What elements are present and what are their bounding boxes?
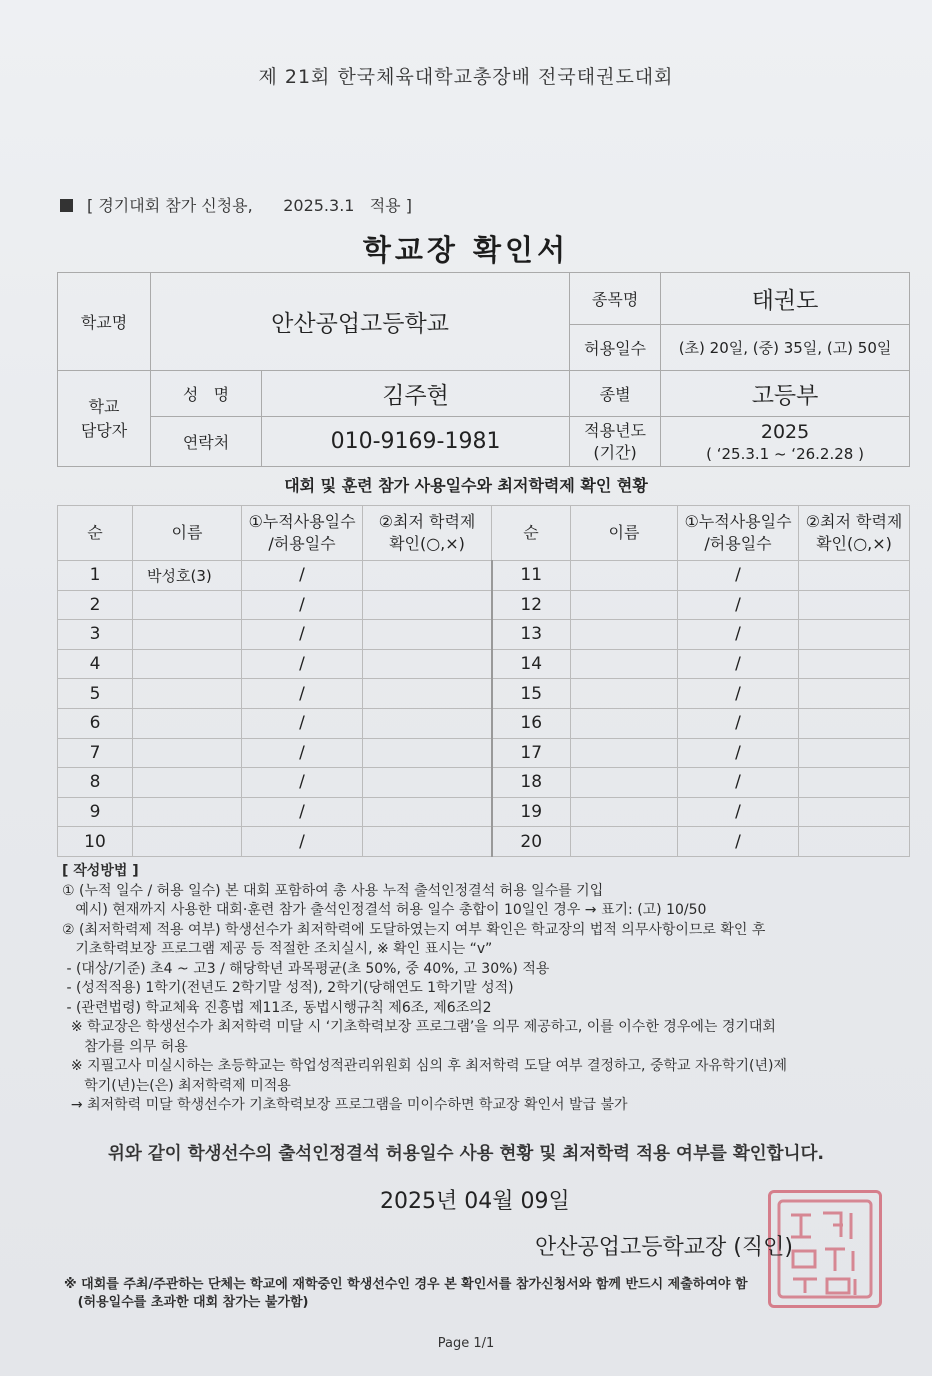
manager-label: 학교 담당자: [58, 371, 151, 467]
instruction-line: → 최저학력 미달 학생선수가 기초학력보장 프로그램을 미이수하면 학교장 확인서 발급 불가: [62, 1097, 628, 1113]
row-name: [133, 649, 242, 679]
col-no-left: 순: [58, 506, 133, 561]
row-days: /: [678, 797, 799, 827]
table-row: [58, 768, 910, 798]
row-days: /: [678, 708, 799, 738]
row-days: /: [242, 708, 363, 738]
writing-instructions: [62, 862, 912, 1116]
instruction-line: ① (누적 일수 / 허용 일수) 본 대회 포함하여 총 사용 누적 출석인정결석 허용 일수를 기입: [62, 882, 604, 899]
page-number: Page 1/1: [437, 1336, 495, 1351]
row-days: /: [678, 768, 799, 798]
issue-date: 2025년 04월 09일: [380, 1189, 570, 1214]
instruction-line: ※ 학교장은 학생선수가 최저학력 미달 시 ‘기초학력보장 프로그램’을 의무 제공하고, 이를 이수한 경우에는 경기대회: [62, 1019, 776, 1035]
row-days: /: [678, 649, 799, 679]
table-row: [58, 708, 910, 738]
document-title: 학교장 확인서: [362, 233, 570, 267]
table-row: [58, 649, 910, 679]
row-name: [571, 708, 678, 738]
instruction-line: - (관련법령) 학교체육 진흥법 제11조, 동법시행규칙 제6조, 제6조의2: [62, 999, 492, 1016]
row-name: [571, 738, 678, 768]
table-row: [58, 679, 910, 709]
year-cell: [661, 417, 910, 467]
school-name: 안산공업고등학교: [151, 273, 570, 371]
row-name: 박성호(3): [133, 561, 242, 591]
competition-title: 제 21회 한국체육대학교총장배 전국태권도대회: [258, 66, 674, 88]
table-row: [58, 620, 910, 650]
row-number: 19: [492, 797, 571, 827]
row-days: /: [242, 768, 363, 798]
row-days: /: [242, 649, 363, 679]
table-row: [58, 827, 910, 857]
row-number: 16: [492, 708, 571, 738]
instruction-line: ※ 지필고사 미실시하는 초등학교는 학업성적관리위원회 심의 후 최저학력 도달 여부 결정하고, 중학교 자유학기(년)제: [62, 1058, 788, 1074]
row-check: [363, 797, 492, 827]
usage-note: [60, 193, 412, 216]
row-name: [571, 768, 678, 798]
row-check: [799, 590, 910, 620]
info-table: [57, 272, 910, 467]
row-number: 9: [58, 797, 133, 827]
row-name: [133, 797, 242, 827]
instruction-line: 참가를 의무 허용: [62, 1038, 188, 1055]
row-days: /: [678, 590, 799, 620]
instructions-heading: [ 작성방법 ]: [62, 863, 139, 879]
row-check: [363, 679, 492, 709]
usage-note-text: [ 경기대회 참가 신청용, 2025.3.1 적용 ]: [87, 196, 412, 215]
col-days-left: ①누적사용일수 /허용일수: [242, 506, 363, 561]
row-number: 7: [58, 738, 133, 768]
row-name: [133, 620, 242, 650]
row-number: 15: [492, 679, 571, 709]
row-check: [799, 797, 910, 827]
row-number: 3: [58, 620, 133, 650]
row-name: [133, 590, 242, 620]
row-name: [571, 679, 678, 709]
row-number: 14: [492, 649, 571, 679]
row-check: [799, 561, 910, 591]
table-title: 대회 및 훈련 참가 사용일수와 최저학력제 확인 현황: [284, 476, 648, 495]
event-name: 태권도: [661, 273, 910, 325]
row-number: 6: [58, 708, 133, 738]
table-row: [58, 590, 910, 620]
col-check-right: ②최저 학력제 확인(○,×): [799, 506, 910, 561]
row-number: 17: [492, 738, 571, 768]
col-no-right: 순: [492, 506, 571, 561]
col-name-left: 이름: [133, 506, 242, 561]
confirm-statement: 위와 같이 학생선수의 출석인정결석 허용일수 사용 현황 및 최저학력 적용 여부를 확인합니다.: [107, 1144, 825, 1164]
row-days: /: [678, 738, 799, 768]
row-number: 4: [58, 649, 133, 679]
row-name: [133, 827, 242, 857]
row-number: 12: [492, 590, 571, 620]
row-days: /: [242, 679, 363, 709]
footnote-line: (허용일수를 초과한 대회 참가는 불가함): [64, 1295, 309, 1310]
row-name: [571, 797, 678, 827]
row-check: [799, 679, 910, 709]
row-check: [363, 827, 492, 857]
row-check: [799, 768, 910, 798]
row-days: /: [678, 620, 799, 650]
row-number: 8: [58, 768, 133, 798]
row-number: 13: [492, 620, 571, 650]
row-check: [799, 620, 910, 650]
row-check: [363, 738, 492, 768]
row-days: /: [678, 679, 799, 709]
row-check: [799, 738, 910, 768]
instruction-line: - (대상/기준) 초4 ~ 고3 / 해당학년 과목평균(초 50%, 중 40%, 고 30%) 적용: [62, 960, 550, 977]
row-name: [571, 649, 678, 679]
footnote-line: ※ 대회를 주최/주관하는 단체는 학교에 재학중인 학생선수인 경우 본 확인서를 참가신청서와 함께 반드시 제출하여야 함: [64, 1277, 748, 1292]
year-value: 2025: [760, 420, 810, 443]
row-number: 2: [58, 590, 133, 620]
row-days: /: [242, 738, 363, 768]
table-row: [58, 797, 910, 827]
row-check: [799, 708, 910, 738]
row-days: /: [242, 620, 363, 650]
instruction-line: 학기(년)는(은) 최저학력제 미적용: [62, 1077, 291, 1094]
division-value: 고등부: [661, 371, 910, 417]
row-number: 20: [492, 827, 571, 857]
contact-value: 010-9169-1981: [262, 417, 570, 467]
instruction-line: 기초학력보장 프로그램 제공 등 적절한 조치실시, ※ 확인 표시는 “v”: [62, 941, 493, 957]
table-row: [58, 561, 910, 591]
col-name-right: 이름: [571, 506, 678, 561]
row-days: /: [678, 827, 799, 857]
row-name: [571, 620, 678, 650]
row-number: 18: [492, 768, 571, 798]
row-number: 1: [58, 561, 133, 591]
row-check: [363, 768, 492, 798]
row-name: [571, 827, 678, 857]
row-check: [363, 590, 492, 620]
name-label: 성 명: [151, 371, 262, 417]
row-check: [363, 708, 492, 738]
manager-name: 김주현: [262, 371, 570, 417]
col-check-left: ②최저 학력제 확인(○,×): [363, 506, 492, 561]
row-name: [133, 708, 242, 738]
row-check: [363, 561, 492, 591]
row-days: /: [242, 590, 363, 620]
row-name: [571, 561, 678, 591]
row-check: [363, 620, 492, 650]
row-check: [799, 827, 910, 857]
row-name: [133, 679, 242, 709]
row-name: [571, 590, 678, 620]
row-days: /: [242, 827, 363, 857]
row-check: [799, 649, 910, 679]
row-check: [363, 649, 492, 679]
table-row: [58, 738, 910, 768]
school-label: 학교명: [58, 273, 151, 371]
instruction-line: ② (최저학력제 적용 여부) 학생선수가 최저학력에 도달하였는지 여부 확인은 학교장의 법적 의무사항이므로 확인 후: [62, 921, 766, 938]
year-period: ( ‘25.3.1 ~ ‘26.2.28 ): [706, 444, 864, 463]
event-label: 종목명: [570, 273, 661, 325]
year-label: 적용년도 (기간): [570, 417, 661, 467]
allowed-days-value: (초) 20일, (중) 35일, (고) 50일: [661, 325, 910, 371]
row-name: [133, 768, 242, 798]
instruction-line: - (성적적용) 1학기(전년도 2학기말 성적), 2학기(당해연도 1학기말 성적): [62, 980, 514, 996]
col-days-right: ①누적사용일수 /허용일수: [678, 506, 799, 561]
instruction-line: 예시) 현재까지 사용한 대회·훈련 참가 출석인정결석 허용 일수 총합이 10일인 경우 → 표기: (고) 10/50: [62, 902, 707, 918]
allowed-days-label: 허용일수: [570, 325, 661, 371]
row-number: 10: [58, 827, 133, 857]
footnote: [64, 1276, 914, 1312]
row-days: /: [242, 561, 363, 591]
row-number: 11: [492, 561, 571, 591]
division-label: 종별: [570, 371, 661, 417]
row-name: [133, 738, 242, 768]
row-days: /: [242, 797, 363, 827]
row-days: /: [678, 561, 799, 591]
contact-label: 연락처: [151, 417, 262, 467]
participation-table: [57, 505, 910, 857]
bullet-square-icon: [60, 199, 73, 212]
principal-signature: 안산공업고등학교장 (직인): [535, 1235, 793, 1260]
row-number: 5: [58, 679, 133, 709]
